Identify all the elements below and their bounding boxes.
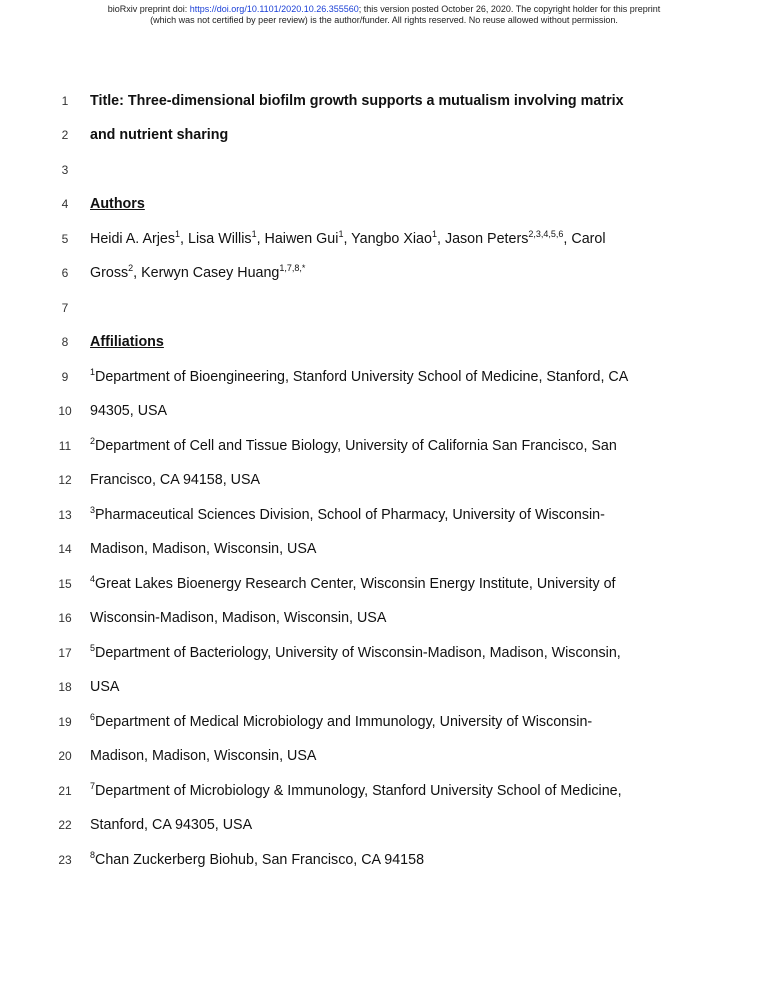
manuscript-line [0, 263, 768, 283]
line-number: 14 [58, 542, 72, 556]
manuscript-line [0, 781, 768, 801]
manuscript-line [0, 850, 768, 870]
manuscript-line [0, 194, 768, 214]
author-name: Heidi A. Arjes [90, 231, 176, 247]
author-list-line-2: Gross$^2$, Kerwyn Casey Huang$^{1,7,8,*}$ [90, 263, 306, 281]
affiliation-number: 6 [90, 712, 96, 722]
manuscript-line [0, 229, 768, 249]
manuscript-line [0, 815, 768, 835]
preprint-header [0, 4, 768, 26]
line-number: 11 [58, 439, 72, 453]
affiliation-line: Wisconsin-Madison, Madison, Wisconsin, USA [90, 610, 387, 626]
affiliation-line: USA [90, 679, 120, 695]
author-affiliation-sup: 1 [251, 229, 257, 239]
affiliation-number: 2 [90, 436, 96, 446]
manuscript-line [0, 91, 768, 111]
line-number: 15 [58, 577, 72, 591]
line-number: 19 [58, 715, 72, 729]
affiliation-number: 4 [90, 574, 96, 584]
doi-link[interactable]: https://doi.org/10.1101/2020.10.26.355560 [189, 4, 359, 14]
manuscript-line [0, 746, 768, 766]
line-number: 6 [61, 266, 69, 280]
affiliation-number: 5 [90, 643, 96, 653]
author-name: Lisa Willis [188, 231, 252, 247]
line-number: 13 [58, 508, 72, 522]
affiliation-number: 1 [90, 367, 96, 377]
affiliation-line: $^4$Great Lakes Bioenergy Research Center, Wisconsin Energy Institute, University of [90, 574, 616, 592]
affiliation-number: 8 [90, 850, 96, 860]
line-number: 23 [58, 853, 72, 867]
author-affiliation-sup: 1,7,8,* [279, 263, 306, 273]
author-name: Gross [90, 265, 129, 281]
line-number: 10 [58, 404, 72, 418]
manuscript-line [0, 436, 768, 456]
affiliations-heading: Affiliations [90, 334, 164, 350]
affiliation-line: $^3$Pharmaceutical Sciences Division, School of Pharmacy, University of Wisconsin- [90, 505, 605, 523]
manuscript-line [0, 643, 768, 663]
author-affiliation-sup: 1 [431, 229, 437, 239]
author-name: Kerwyn Casey Huang [141, 265, 280, 281]
author-name: Carol [571, 231, 606, 247]
author-name: Yangbo Xiao [351, 231, 432, 247]
author-name: Jason Peters [444, 231, 529, 247]
manuscript-line [0, 367, 768, 387]
manuscript-line [0, 574, 768, 594]
affiliation-line: $^5$Department of Bacteriology, University of Wisconsin-Madison, Madison, Wisconsin, [90, 643, 621, 661]
header-line-1: bioRxiv preprint doi: https://doi.org/10.1101/2020.10.26.355560; this version posted October 26, 2020. The copyright holder for this preprint [107, 4, 661, 14]
authors-heading: Authors [90, 196, 145, 212]
affiliation-line: Stanford, CA 94305, USA [90, 817, 253, 833]
manuscript-line [0, 712, 768, 732]
line-number: 22 [58, 818, 72, 832]
affiliation-line: Francisco, CA 94158, USA [90, 472, 261, 488]
manuscript-line [0, 160, 768, 180]
affiliation-number: 3 [90, 505, 96, 515]
manuscript-line [0, 298, 768, 318]
line-number: 17 [58, 646, 72, 660]
line-number: 4 [61, 197, 69, 211]
manuscript-line [0, 401, 768, 421]
line-number: 8 [61, 335, 69, 349]
author-name: Haiwen Gui [264, 231, 339, 247]
line-number: 21 [58, 784, 72, 798]
paper-title-line-1: Title: Three-dimensional biofilm growth supports a mutualism involving matrix [90, 93, 624, 109]
line-number: 20 [58, 749, 72, 763]
author-list-line-1: Heidi A. Arjes$^1$, Lisa Willis$^1$, Haiwen Gui$^1$, Yangbo Xiao$^1$, Jason Peters$^{2,3,4,5,6}$, Carol [90, 229, 606, 247]
line-number: 16 [58, 611, 72, 625]
author-affiliation-sup: 2 [128, 263, 134, 273]
manuscript-line [0, 505, 768, 525]
line-number: 3 [61, 163, 69, 177]
affiliation-line: $^6$Department of Medical Microbiology and Immunology, University of Wisconsin- [90, 712, 593, 730]
manuscript-line [0, 332, 768, 352]
manuscript-line [0, 125, 768, 145]
affiliation-line: $^8$Chan Zuckerberg Biohub, San Francisco, CA 94158 [90, 850, 425, 868]
line-number: 1 [61, 94, 69, 108]
header-line-2: (which was not certified by peer review) is the author/funder. All rights reserved. No reuse allowed without permission. [150, 15, 618, 25]
affiliation-number: 7 [90, 781, 96, 791]
line-number: 12 [58, 473, 72, 487]
author-affiliation-sup: 2,3,4,5,6 [528, 229, 564, 239]
author-affiliation-sup: 1 [175, 229, 181, 239]
affiliation-line: $^1$Department of Bioengineering, Stanford University School of Medicine, Stanford, CA [90, 367, 629, 385]
paper-title-line-2: and nutrient sharing [90, 127, 229, 143]
line-number: 2 [61, 128, 69, 142]
affiliation-line: Madison, Madison, Wisconsin, USA [90, 748, 317, 764]
line-number: 18 [58, 680, 72, 694]
author-affiliation-sup: 1 [338, 229, 344, 239]
affiliation-line: 94305, USA [90, 403, 168, 419]
line-number: 9 [61, 370, 69, 384]
line-number: 5 [61, 232, 69, 246]
manuscript-line [0, 608, 768, 628]
affiliation-line: $^2$Department of Cell and Tissue Biology, University of California San Francisco, San [90, 436, 617, 454]
manuscript-line [0, 470, 768, 490]
affiliation-line: $^7$Department of Microbiology & Immunology, Stanford University School of Medicine, [90, 781, 622, 799]
line-number: 7 [61, 301, 69, 315]
manuscript-line [0, 677, 768, 697]
manuscript-line [0, 539, 768, 559]
affiliation-line: Madison, Madison, Wisconsin, USA [90, 541, 317, 557]
